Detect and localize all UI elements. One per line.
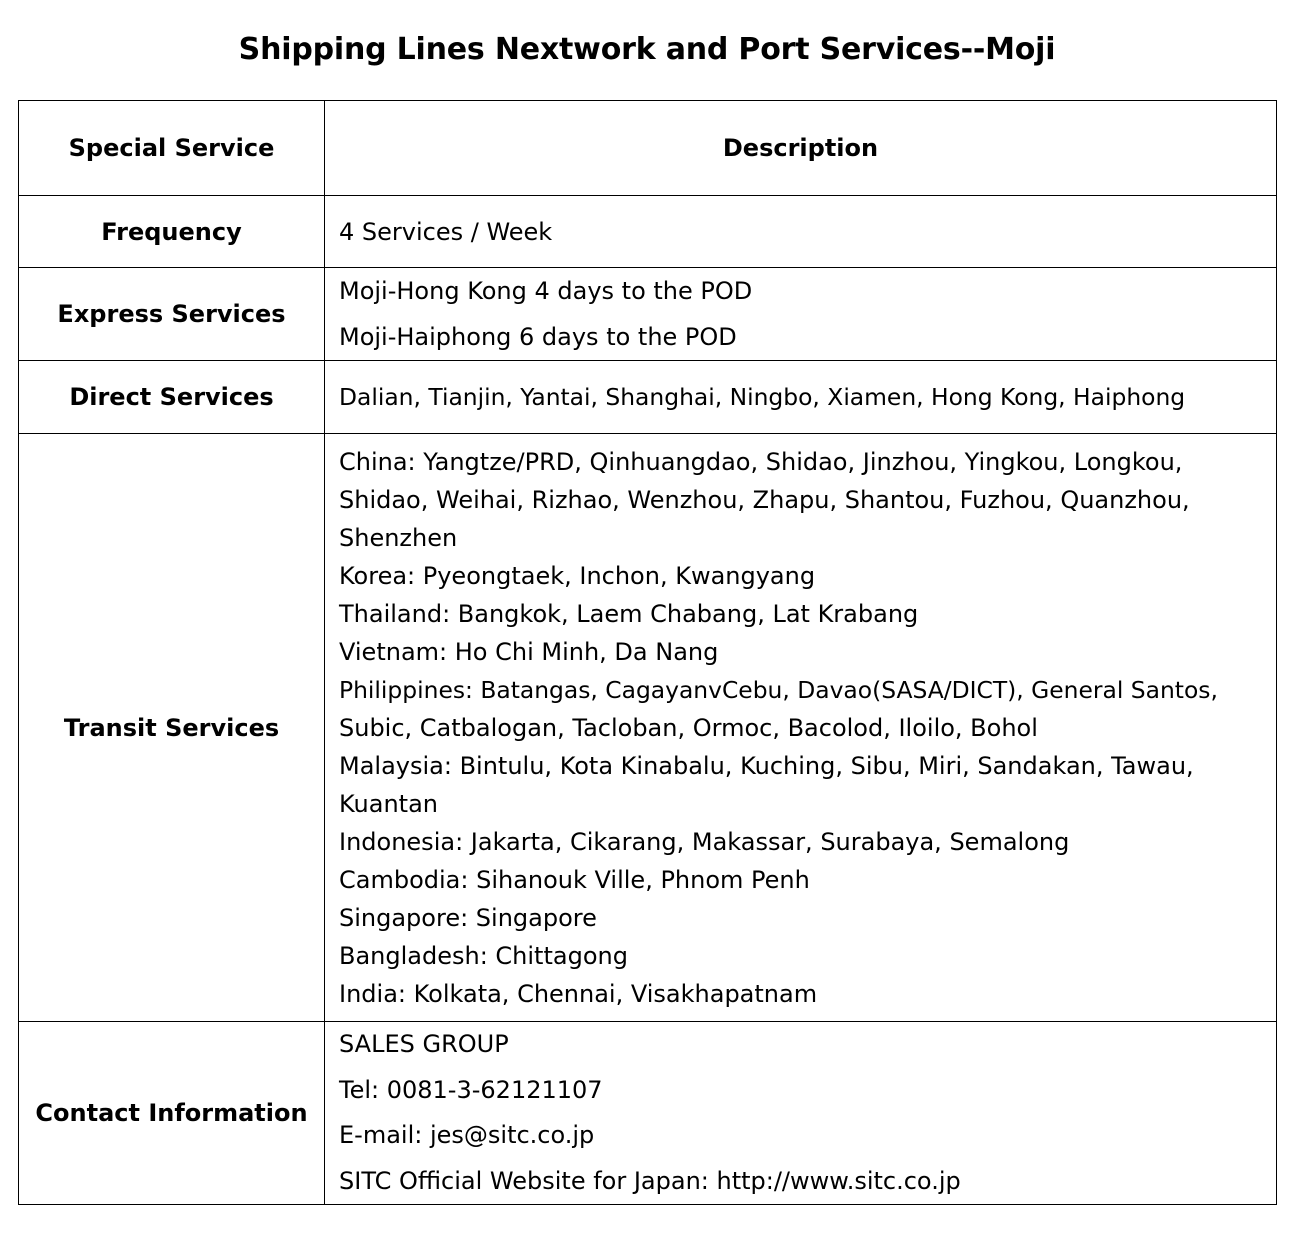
description-line: Tel: 0081-3-62121107 — [339, 1075, 603, 1104]
page-title: Shipping Lines Nextwork and Port Services--Moji — [238, 32, 1056, 67]
description-line: Indonesia: Jakarta, Cikarang, Makassar, Surabaya, Semalong — [339, 827, 1070, 856]
description-line: SALES GROUP — [339, 1030, 509, 1058]
email-text: E-mail: jes@sitc.co.jp — [339, 1121, 595, 1149]
row-label: Transit Services — [19, 434, 325, 1022]
description-line: Dalian, Tianjin, Yantai, Shanghai, Ningbo, Xiamen, Hong Kong, Haiphong — [339, 383, 1186, 411]
description-line: Philippines: Batangas, CagayanvCebu, Davao(SASA/DICT), General Santos, — [339, 675, 1218, 704]
description-line: Korea: Pyeongtaek, Inchon, Kwangyang — [339, 561, 816, 590]
description-line: Cambodia: Sihanouk Ville, Phnom Penh — [339, 865, 810, 894]
row-description — [325, 196, 1277, 268]
row-description — [325, 268, 1277, 361]
description-line: Moji-Hong Kong 4 days to the POD — [339, 277, 753, 305]
row-label: Frequency — [19, 196, 325, 268]
row-description — [325, 1022, 1277, 1205]
row-frequency — [19, 196, 1277, 268]
description-line: Bangladesh: Chittagong — [339, 941, 628, 970]
description-line: Malaysia: Bintulu, Kota Kinabalu, Kuching, Sibu, Miri, Sandakan, Tawau, — [339, 751, 1194, 780]
row-description — [325, 361, 1277, 434]
header-special-service: Special Service — [19, 101, 325, 196]
description-line: China: Yangtze/PRD, Qinhuangdao, Shidao, Jinzhou, Yingkou, Longkou, — [339, 447, 1183, 476]
description-line: Shenzhen — [339, 523, 458, 552]
website-text: SITC Official Website for Japan: http://www.sitc.co.jp — [339, 1166, 961, 1195]
row-label: Contact Information — [19, 1022, 325, 1205]
row-direct-services — [19, 361, 1277, 434]
row-label: Direct Services — [19, 361, 325, 434]
description-line: Subic, Catbalogan, Tacloban, Ormoc, Bacolod, Iloilo, Bohol — [339, 713, 1038, 742]
description-line: Moji-Haiphong 6 days to the POD — [339, 323, 737, 351]
description-line: Kuantan — [339, 789, 438, 818]
row-express-services — [19, 268, 1277, 361]
description-line: India: Kolkata, Chennai, Visakhapatnam — [339, 979, 818, 1008]
description-line: Singapore: Singapore — [339, 903, 597, 932]
row-label: Express Services — [19, 268, 325, 361]
table-header-row — [19, 101, 1277, 196]
services-table — [18, 100, 1277, 1205]
row-contact-information — [19, 1022, 1277, 1205]
description-line: Thailand: Bangkok, Laem Chabang, Lat Krabang — [339, 599, 919, 628]
row-transit-services — [19, 434, 1277, 1022]
header-description: Description — [325, 101, 1277, 196]
description-line: Vietnam: Ho Chi Minh, Da Nang — [339, 637, 719, 666]
description-line: Shidao, Weihai, Rizhao, Wenzhou, Zhapu, Shantou, Fuzhou, Quanzhou, — [339, 485, 1190, 514]
description-line: 4 Services / Week — [339, 217, 553, 246]
row-description — [325, 434, 1277, 1022]
